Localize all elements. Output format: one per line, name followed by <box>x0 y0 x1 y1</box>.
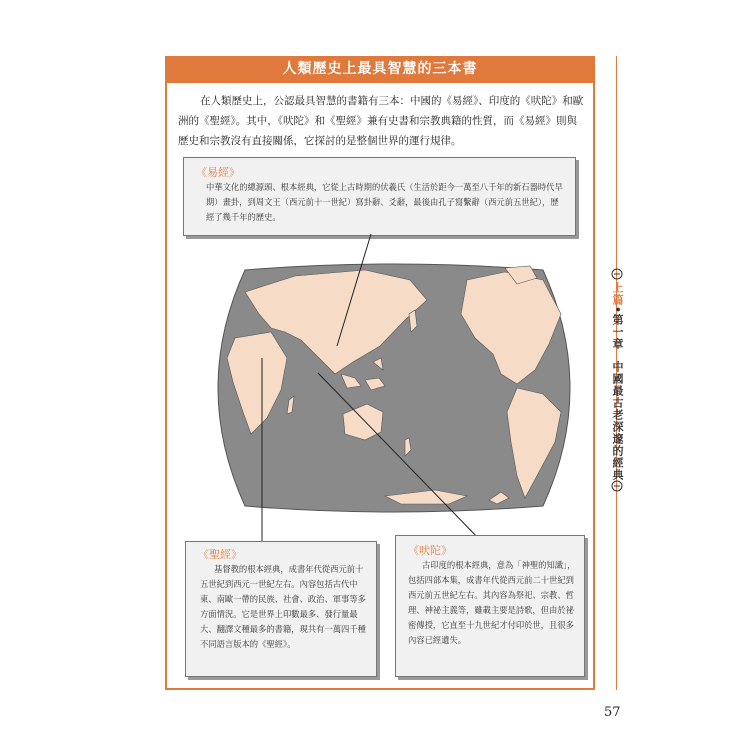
yijing-body: 中華文化的總源頭、根本經典，它從上古時期的伏羲氏（生活於距今一萬至八千年的新石器時代早期）畫卦，到周文王（西元前十一世紀）寫卦辭、爻辭，最後由孔子寫繫辭（西元前五世紀），歷經了幾千年的歷史。 <box>206 182 563 222</box>
sidebar-part: 上篇 <box>611 282 624 306</box>
veda-body: 古印度的根本經典，意為「神聖的知識」，包括四部本集，成書年代從西元前二十世紀到西元前五世紀左右。其內容為祭祀、宗教、哲理、神祕主義等，雖載主要是詩歌，但由於祕密傳授，它直至十九世紀才付印於世，且很多內容已經遺失。 <box>408 560 576 645</box>
chapter-sidebar <box>604 268 630 492</box>
veda-box <box>395 535 585 677</box>
yijing-box <box>183 157 576 236</box>
sidebar-dot: • <box>611 306 624 315</box>
page-number: 57 <box>604 705 621 720</box>
yijing-title: 《易經》 <box>196 166 240 179</box>
sidebar-title: 中國最古老深邃的經典 <box>611 360 624 481</box>
sidebar-top-ornament-icon <box>610 268 624 280</box>
veda-title: 《吠陀》 <box>408 544 452 557</box>
sidebar-bottom-ornament-icon <box>610 480 624 492</box>
bible-body: 基督教的根本經典，成書年代從西元前十五世紀到西元一世紀左右。內容包括古代中東、南歐一帶的民族、社會、政治、軍事等多方面情況。它是世界上印數最多、發行量最大、翻譯文種最多的書籍，現共有一萬四千種不同語言版本的《聖經》。 <box>200 564 366 649</box>
intro-paragraph: 在人類歷史上，公認最具智慧的書籍有三本：中國的《易經》、印度的《吠陀》和歐洲的《聖經》。其中，《吠陀》和《聖經》兼有史書和宗教典籍的性質，而《易經》則與歷史和宗教沒有直接關係，它探討的是整個世界的運行規律。 <box>178 95 584 147</box>
bible-box <box>185 541 377 677</box>
world-map <box>205 262 583 514</box>
bible-title: 《聖經》 <box>198 548 242 561</box>
section-banner: 人類歷史上最具智慧的三本書 <box>165 56 595 83</box>
sidebar-label <box>609 282 625 481</box>
sidebar-chapter: 第一章 <box>611 314 624 351</box>
